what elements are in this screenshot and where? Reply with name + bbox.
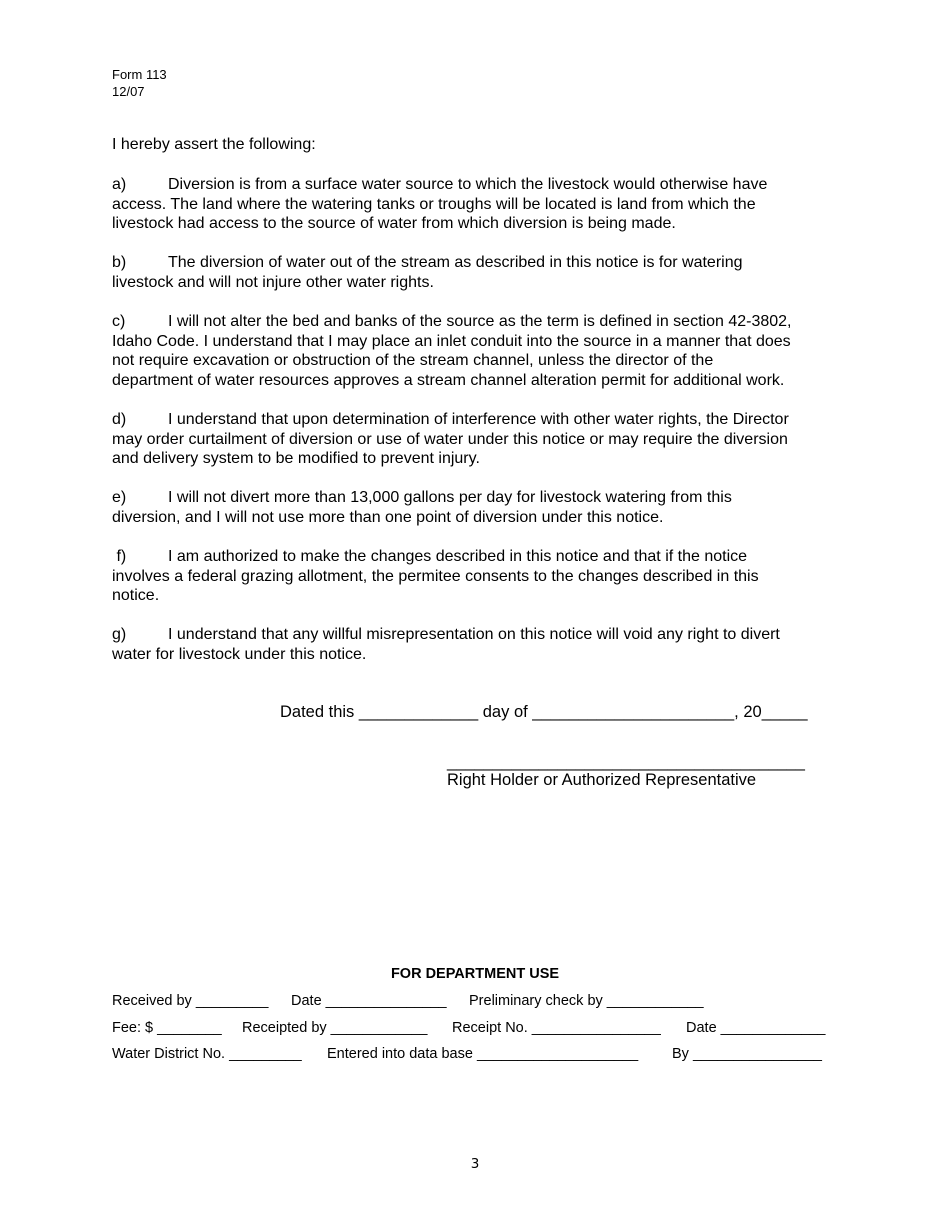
- paragraph-label: a): [112, 176, 127, 193]
- row1-date-field[interactable]: Date _______________: [291, 993, 447, 1009]
- paragraph-label: e): [112, 489, 127, 506]
- entered-database-field[interactable]: Entered into data base ____________________: [327, 1046, 639, 1062]
- paragraph-label: f): [112, 548, 127, 565]
- paragraph-label: b): [112, 254, 127, 271]
- water-district-field[interactable]: Water District No. _________: [112, 1046, 302, 1062]
- fee-field[interactable]: Fee: $ ________: [112, 1020, 222, 1036]
- row2-date-field[interactable]: Date _____________: [686, 1020, 826, 1036]
- receipted-by-field[interactable]: Receipted by ____________: [242, 1020, 428, 1036]
- paragraph-a: a) Diversion is from a surface water source to which the livestock would otherwise have access. The land where the watering tanks or troughs will be located is land from which the livestock had access to the source of water from which diversion is being made.: [112, 176, 768, 233]
- paragraph-b: b) The diversion of water out of the stream as described in this notice is for watering livestock and will not injure other water rights.: [112, 254, 743, 291]
- page-number: 3: [470, 1156, 480, 1172]
- intro-text: I hereby assert the following:: [112, 136, 316, 153]
- paragraph-label: d): [112, 411, 127, 428]
- dated-line[interactable]: Dated this _____________ day of ______________________, 20_____: [280, 703, 808, 721]
- paragraph-c: c) I will not alter the bed and banks of the source as the term is defined in section 42-3802, Idaho Code. I understand that I may place an inlet conduit into the source in a manner that does not require excavation or obstruction of the stream channel, unless the director of the department of water resources approves a stream channel alteration permit for additional work.: [112, 313, 792, 389]
- paragraph-label: c): [112, 313, 126, 330]
- department-use-title: FOR DEPARTMENT USE: [390, 966, 560, 982]
- paragraph-label: g): [112, 626, 127, 643]
- signature-label: Right Holder or Authorized Representative: [447, 771, 757, 789]
- paragraph-d: d) I understand that upon determination of interference with other water rights, the Director may order curtailment of diversion or use of water under this notice or may require the diversion and delivery system to be modified to prevent injury.: [112, 411, 789, 468]
- form-date: 12/07: [112, 84, 145, 99]
- by-field[interactable]: By ________________: [672, 1046, 822, 1062]
- paragraph-g: g) I understand that any willful misrepresentation on this notice will void any right to divert water for livestock under this notice.: [112, 626, 780, 663]
- form-number: Form 113: [112, 67, 167, 82]
- paragraph-f: f) I am authorized to make the changes described in this notice and that if the notice involves a federal grazing allotment, the permitee consents to the changes described in this notice.: [112, 548, 759, 605]
- preliminary-check-field[interactable]: Preliminary check by ____________: [469, 993, 704, 1009]
- paragraph-e: e) I will not divert more than 13,000 gallons per day for livestock watering from this diversion, and I will not use more than one point of diversion under this notice.: [112, 489, 732, 526]
- receipt-no-field[interactable]: Receipt No. ________________: [452, 1020, 661, 1036]
- signature-line[interactable]: _______________________________________: [447, 753, 805, 771]
- received-by-field[interactable]: Received by _________: [112, 993, 269, 1009]
